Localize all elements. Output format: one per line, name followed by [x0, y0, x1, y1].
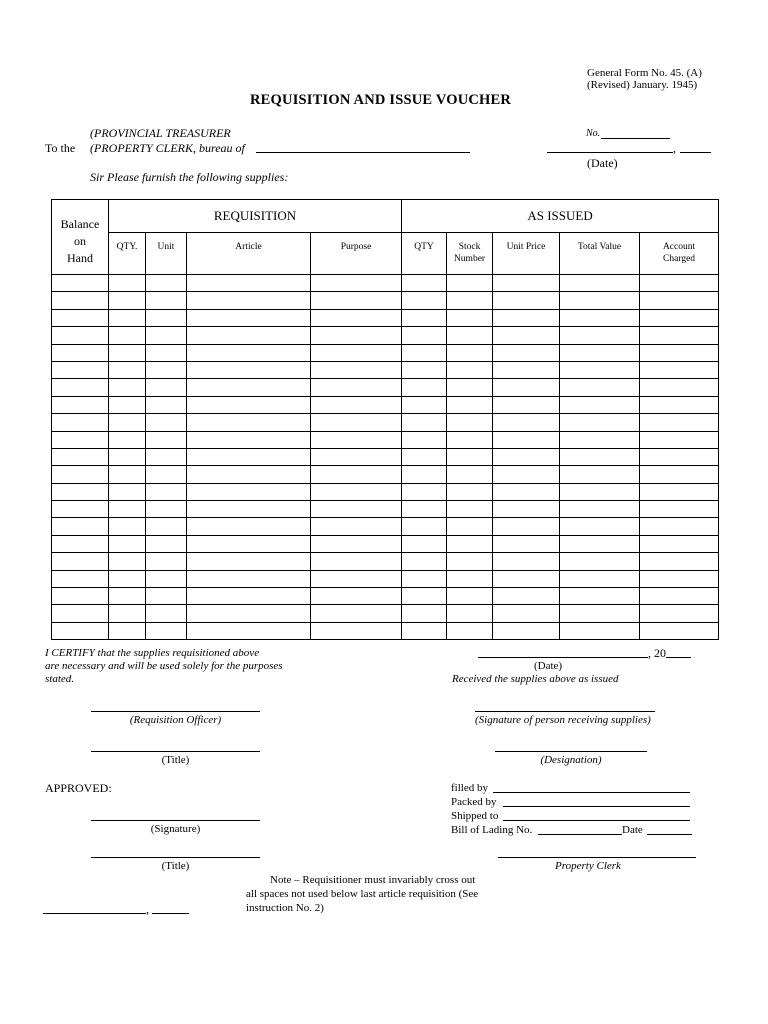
table-row [52, 570, 719, 587]
table-cell[interactable] [146, 361, 187, 378]
table-cell[interactable] [187, 535, 311, 552]
year-prefix: , 20 [648, 646, 666, 660]
table-cell[interactable] [560, 605, 640, 622]
table-cell[interactable] [447, 466, 493, 483]
year-field[interactable] [680, 152, 711, 153]
table-cell[interactable] [640, 553, 719, 570]
table-row [52, 309, 719, 326]
table-cell[interactable] [447, 622, 493, 639]
table-cell[interactable] [402, 588, 447, 605]
receiver-signature-line[interactable] [475, 711, 655, 712]
table-cell[interactable] [311, 622, 402, 639]
table-cell[interactable] [640, 275, 719, 292]
table-cell[interactable] [447, 570, 493, 587]
title-caption-1: (Title) [161, 754, 190, 766]
table-cell[interactable] [109, 570, 146, 587]
iss-account-charged-header: Account Charged [640, 233, 719, 275]
requisition-officer-line[interactable] [91, 711, 260, 712]
receiver-signature-caption: (Signature of person receiving supplies) [475, 714, 651, 726]
bill-date-field[interactable] [647, 834, 692, 835]
table-cell[interactable] [146, 292, 187, 309]
table-cell[interactable] [493, 292, 560, 309]
designation-caption: (Designation) [540, 754, 602, 766]
approver-signature-caption: (Signature) [150, 823, 201, 835]
table-cell[interactable] [640, 379, 719, 396]
table-cell[interactable] [402, 448, 447, 465]
table-row [52, 344, 719, 361]
table-cell[interactable] [402, 292, 447, 309]
table-cell[interactable] [109, 292, 146, 309]
table-cell[interactable] [187, 588, 311, 605]
cert-date-field[interactable] [478, 657, 648, 658]
table-cell[interactable] [109, 483, 146, 500]
approved-label: APPROVED: [45, 781, 112, 795]
property-clerk-line[interactable] [498, 857, 696, 858]
table-cell[interactable] [447, 379, 493, 396]
table-cell[interactable] [640, 466, 719, 483]
table-cell[interactable] [493, 605, 560, 622]
table-cell[interactable] [146, 553, 187, 570]
table-cell[interactable] [493, 448, 560, 465]
table-cell[interactable] [109, 553, 146, 570]
table-cell[interactable] [109, 309, 146, 326]
note-line-1: Note – Requisitioner must invariably cross out [270, 874, 476, 886]
cert-date-caption: (Date) [534, 660, 563, 672]
table-cell[interactable] [402, 414, 447, 431]
table-cell[interactable] [52, 483, 109, 500]
table-cell[interactable] [187, 361, 311, 378]
table-cell[interactable] [493, 553, 560, 570]
footer-year-field[interactable] [152, 913, 189, 914]
table-cell[interactable] [311, 431, 402, 448]
table-cell[interactable] [311, 327, 402, 344]
table-cell[interactable] [187, 309, 311, 326]
table-row [52, 501, 719, 518]
table-cell[interactable] [52, 275, 109, 292]
table-cell[interactable] [493, 275, 560, 292]
table-cell[interactable] [311, 466, 402, 483]
shipped-to-field[interactable] [503, 820, 690, 821]
table-row [52, 327, 719, 344]
table-cell[interactable] [447, 344, 493, 361]
table-cell[interactable] [493, 361, 560, 378]
table-cell[interactable] [447, 605, 493, 622]
table-cell[interactable] [52, 327, 109, 344]
table-cell[interactable] [187, 344, 311, 361]
table-row [52, 361, 719, 378]
table-cell[interactable] [493, 309, 560, 326]
table-cell[interactable] [109, 588, 146, 605]
filled-by-field[interactable] [493, 792, 690, 793]
table-row [52, 622, 719, 639]
table-cell[interactable] [560, 292, 640, 309]
balance-on-hand-header: Balance on Hand [52, 200, 109, 275]
iss-qty-header: QTY [402, 233, 447, 275]
table-cell[interactable] [187, 501, 311, 518]
table-cell[interactable] [187, 396, 311, 413]
table-cell[interactable] [311, 292, 402, 309]
addressee-line-1: (PROVINCIAL TREASURER [90, 126, 231, 140]
table-row [52, 518, 719, 535]
date-field[interactable] [547, 152, 673, 153]
table-cell[interactable] [187, 292, 311, 309]
table-cell[interactable] [146, 344, 187, 361]
number-field[interactable] [601, 138, 670, 139]
table-cell[interactable] [187, 466, 311, 483]
table-row [52, 275, 719, 292]
table-cell[interactable] [640, 361, 719, 378]
table-cell[interactable] [640, 518, 719, 535]
table-cell[interactable] [560, 518, 640, 535]
table-cell[interactable] [447, 309, 493, 326]
table-cell[interactable] [560, 309, 640, 326]
table-cell[interactable] [640, 535, 719, 552]
table-cell[interactable] [402, 518, 447, 535]
table-body [52, 275, 719, 640]
table-cell[interactable] [640, 570, 719, 587]
date-caption: (Date) [587, 156, 618, 170]
table-cell[interactable] [311, 275, 402, 292]
table-cell[interactable] [52, 292, 109, 309]
table-cell[interactable] [560, 361, 640, 378]
table-cell[interactable] [640, 292, 719, 309]
table-cell[interactable] [52, 588, 109, 605]
table-cell[interactable] [560, 414, 640, 431]
table-cell[interactable] [640, 605, 719, 622]
table-cell[interactable] [493, 414, 560, 431]
table-row [52, 448, 719, 465]
table-row [52, 431, 719, 448]
table-cell[interactable] [493, 622, 560, 639]
table-cell[interactable] [146, 518, 187, 535]
table-cell[interactable] [402, 344, 447, 361]
table-cell[interactable] [640, 622, 719, 639]
table-cell[interactable] [109, 396, 146, 413]
table-cell[interactable] [311, 309, 402, 326]
table-cell[interactable] [447, 518, 493, 535]
table-cell[interactable] [52, 466, 109, 483]
form-number: General Form No. 45. (A) [587, 67, 702, 79]
table-cell[interactable] [640, 309, 719, 326]
table-cell[interactable] [146, 483, 187, 500]
table-cell[interactable] [52, 622, 109, 639]
table-row [52, 605, 719, 622]
table-cell[interactable] [560, 327, 640, 344]
table-cell[interactable] [402, 622, 447, 639]
greeting: Sir Please furnish the following supplies: [90, 170, 289, 184]
table-cell[interactable] [402, 396, 447, 413]
designation-line[interactable] [495, 751, 647, 752]
table-cell[interactable] [109, 275, 146, 292]
table-cell[interactable] [447, 535, 493, 552]
table-cell[interactable] [402, 309, 447, 326]
table-cell[interactable] [109, 448, 146, 465]
table-cell[interactable] [311, 518, 402, 535]
table-cell[interactable] [311, 588, 402, 605]
table-cell[interactable] [402, 605, 447, 622]
table-cell[interactable] [146, 501, 187, 518]
approver-signature-line[interactable] [91, 820, 260, 821]
req-unit-header: Unit [146, 233, 187, 275]
table-cell[interactable] [640, 344, 719, 361]
table-cell[interactable] [493, 379, 560, 396]
table-cell[interactable] [560, 466, 640, 483]
table-cell[interactable] [146, 309, 187, 326]
table-cell[interactable] [493, 570, 560, 587]
req-purpose-header: Purpose [311, 233, 402, 275]
table-cell[interactable] [52, 535, 109, 552]
table-cell[interactable] [560, 588, 640, 605]
table-cell[interactable] [402, 501, 447, 518]
table-cell[interactable] [493, 518, 560, 535]
table-cell[interactable] [146, 570, 187, 587]
table-cell[interactable] [146, 275, 187, 292]
table-cell[interactable] [447, 396, 493, 413]
table-cell[interactable] [187, 605, 311, 622]
table-cell[interactable] [109, 535, 146, 552]
table-cell[interactable] [187, 483, 311, 500]
table-cell[interactable] [402, 275, 447, 292]
table-cell[interactable] [560, 501, 640, 518]
table-cell[interactable] [52, 344, 109, 361]
table-cell[interactable] [447, 448, 493, 465]
table-row [52, 414, 719, 431]
table-cell[interactable] [109, 379, 146, 396]
table-cell[interactable] [402, 327, 447, 344]
table-cell[interactable] [109, 466, 146, 483]
certify-line-1: I CERTIFY that the supplies requisitioned above [45, 647, 260, 659]
table-cell[interactable] [187, 570, 311, 587]
table-cell[interactable] [146, 605, 187, 622]
table-cell[interactable] [52, 431, 109, 448]
table-cell[interactable] [402, 379, 447, 396]
table-cell[interactable] [493, 327, 560, 344]
table-cell[interactable] [493, 466, 560, 483]
table-cell[interactable] [493, 535, 560, 552]
table-cell[interactable] [447, 501, 493, 518]
table-cell[interactable] [447, 275, 493, 292]
table-cell[interactable] [311, 605, 402, 622]
table-cell[interactable] [560, 275, 640, 292]
table-cell[interactable] [311, 379, 402, 396]
table-cell[interactable] [447, 414, 493, 431]
table-cell[interactable] [447, 361, 493, 378]
table-cell[interactable] [52, 448, 109, 465]
table-cell[interactable] [109, 344, 146, 361]
title-line-1[interactable] [91, 751, 260, 752]
table-cell[interactable] [311, 570, 402, 587]
table-cell[interactable] [146, 431, 187, 448]
table-cell[interactable] [146, 396, 187, 413]
certify-line-2: are necessary and will be used solely for the purposes [45, 660, 283, 672]
table-cell[interactable] [52, 396, 109, 413]
table-cell[interactable] [146, 535, 187, 552]
footer-date-field[interactable] [43, 913, 146, 914]
form-revision: (Revised) January. 1945) [587, 79, 698, 91]
requisition-officer-caption: (Requisition Officer) [129, 714, 222, 726]
table-cell[interactable] [109, 361, 146, 378]
table-cell[interactable] [109, 431, 146, 448]
table-cell[interactable] [311, 535, 402, 552]
table-cell[interactable] [187, 553, 311, 570]
table-row [52, 588, 719, 605]
certify-line-3: stated. [45, 673, 75, 685]
table-cell[interactable] [560, 448, 640, 465]
table-cell[interactable] [402, 431, 447, 448]
table-cell[interactable] [560, 483, 640, 500]
table-cell[interactable] [52, 553, 109, 570]
table-cell[interactable] [187, 518, 311, 535]
table-cell[interactable] [109, 605, 146, 622]
table-cell[interactable] [311, 414, 402, 431]
supplies-table [51, 199, 719, 640]
table-cell[interactable] [52, 605, 109, 622]
note-line-2: all spaces not used below last article requisition (See [246, 888, 479, 900]
table-cell[interactable] [640, 396, 719, 413]
table-cell[interactable] [402, 483, 447, 500]
table-cell[interactable] [187, 431, 311, 448]
table-cell[interactable] [311, 483, 402, 500]
table-cell[interactable] [52, 570, 109, 587]
as-issued-header: AS ISSUED [402, 200, 719, 233]
table-row [52, 466, 719, 483]
table-cell[interactable] [187, 414, 311, 431]
number-label: No. [586, 128, 601, 139]
table-cell[interactable] [109, 501, 146, 518]
table-cell[interactable] [187, 275, 311, 292]
table-cell[interactable] [402, 570, 447, 587]
to-the-label: To the [45, 141, 76, 155]
title-caption-2: (Title) [161, 860, 190, 872]
table-cell[interactable] [640, 448, 719, 465]
table-cell[interactable] [402, 361, 447, 378]
table-cell[interactable] [493, 344, 560, 361]
table-cell[interactable] [560, 431, 640, 448]
table-cell[interactable] [493, 431, 560, 448]
table-cell[interactable] [447, 327, 493, 344]
table-cell[interactable] [640, 588, 719, 605]
table-cell[interactable] [146, 379, 187, 396]
table-cell[interactable] [560, 570, 640, 587]
table-cell[interactable] [560, 396, 640, 413]
table-cell[interactable] [447, 483, 493, 500]
table-cell[interactable] [311, 344, 402, 361]
table-cell[interactable] [109, 327, 146, 344]
table-cell[interactable] [560, 379, 640, 396]
table-cell[interactable] [560, 622, 640, 639]
table-row [52, 553, 719, 570]
table-cell[interactable] [146, 466, 187, 483]
table-cell[interactable] [109, 622, 146, 639]
page-title: REQUISITION AND ISSUE VOUCHER [250, 92, 512, 108]
bill-of-lading-field[interactable] [538, 834, 622, 835]
table-cell[interactable] [640, 431, 719, 448]
bureau-field[interactable] [256, 152, 470, 153]
table-cell[interactable] [109, 518, 146, 535]
table-cell[interactable] [560, 344, 640, 361]
table-cell[interactable] [187, 379, 311, 396]
table-cell[interactable] [493, 501, 560, 518]
shipped-to-label: Shipped to [451, 810, 499, 822]
table-cell[interactable] [52, 309, 109, 326]
table-cell[interactable] [560, 553, 640, 570]
table-cell[interactable] [52, 518, 109, 535]
note-line-3: instruction No. 2) [246, 902, 324, 914]
table-cell[interactable] [52, 414, 109, 431]
packed-by-field[interactable] [503, 806, 690, 807]
table-cell[interactable] [52, 379, 109, 396]
table-cell[interactable] [493, 483, 560, 500]
req-article-header: Article [187, 233, 311, 275]
table-cell[interactable] [640, 501, 719, 518]
table-cell[interactable] [311, 361, 402, 378]
table-cell[interactable] [447, 292, 493, 309]
table-cell[interactable] [187, 327, 311, 344]
table-cell[interactable] [146, 588, 187, 605]
title-line-2[interactable] [91, 857, 260, 858]
iss-total-value-header: Total Value [560, 233, 640, 275]
table-cell[interactable] [52, 501, 109, 518]
table-cell[interactable] [640, 483, 719, 500]
requisition-header: REQUISITION [109, 200, 402, 233]
table-cell[interactable] [493, 396, 560, 413]
table-cell[interactable] [146, 414, 187, 431]
table-cell[interactable] [447, 431, 493, 448]
bill-of-lading-label: Bill of Lading No. [451, 824, 533, 836]
iss-stock-number-header: Stock Number [447, 233, 493, 275]
table-row [52, 535, 719, 552]
table-row [52, 379, 719, 396]
table-cell[interactable] [146, 622, 187, 639]
iss-unit-price-header: Unit Price [493, 233, 560, 275]
req-qty-header: QTY. [109, 233, 146, 275]
table-cell[interactable] [560, 535, 640, 552]
table-cell[interactable] [402, 535, 447, 552]
table-cell[interactable] [109, 414, 146, 431]
packed-by-label: Packed by [451, 796, 497, 808]
table-cell[interactable] [311, 501, 402, 518]
filled-by-label: filled by [451, 782, 488, 794]
table-cell[interactable] [447, 588, 493, 605]
addressee-line-2: (PROPERTY CLERK, bureau of [90, 141, 245, 155]
table-cell[interactable] [311, 396, 402, 413]
table-cell[interactable] [187, 448, 311, 465]
bill-date-label: Date [622, 824, 643, 836]
table-cell[interactable] [447, 553, 493, 570]
table-row [52, 483, 719, 500]
table-cell[interactable] [402, 553, 447, 570]
table-row [52, 292, 719, 309]
table-cell[interactable] [640, 414, 719, 431]
table-cell[interactable] [402, 466, 447, 483]
cert-year-field[interactable] [666, 657, 691, 658]
received-statement: Received the supplies above as issued [452, 673, 619, 685]
property-clerk-caption: Property Clerk [555, 860, 621, 872]
table-cell[interactable] [311, 553, 402, 570]
table-cell[interactable] [146, 327, 187, 344]
table-cell[interactable] [52, 361, 109, 378]
table-row [52, 396, 719, 413]
table-cell[interactable] [493, 588, 560, 605]
table-cell[interactable] [146, 448, 187, 465]
table-cell[interactable] [187, 622, 311, 639]
table-cell[interactable] [311, 448, 402, 465]
table-cell[interactable] [640, 327, 719, 344]
